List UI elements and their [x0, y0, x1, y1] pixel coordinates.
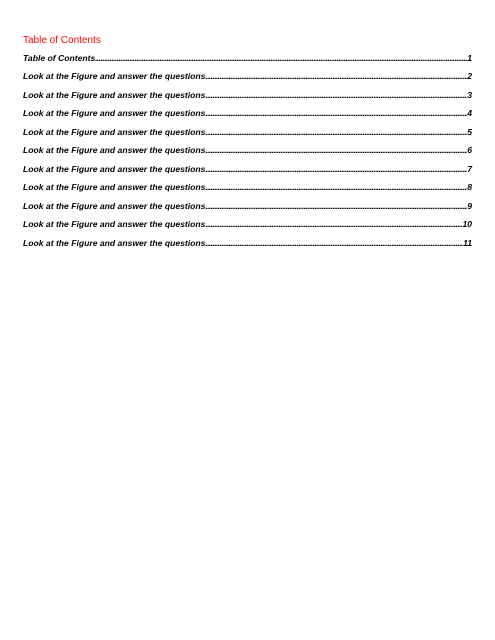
toc-entry-title: Look at the Figure and answer the questions: [23, 219, 206, 229]
toc-page-number: 10: [462, 219, 472, 229]
toc-entry[interactable]: [23, 145, 472, 164]
toc-dot-leader: [205, 238, 463, 248]
toc-page-number: 6: [467, 145, 472, 155]
toc-dot-leader: [205, 201, 467, 211]
toc-page-number: 3: [467, 89, 472, 100]
toc-page-number: 7: [467, 163, 472, 174]
toc-entry-title: Look at the Figure and answer the questions: [23, 145, 206, 155]
toc-entry-title: Look at the Figure and answer the questions: [23, 126, 206, 137]
toc-entry[interactable]: [23, 53, 472, 72]
toc-entry[interactable]: [23, 127, 472, 146]
toc-dot-leader: [205, 164, 467, 174]
toc-entry-title: Look at the Figure and answer the questions: [23, 108, 206, 118]
toc-dot-leader: [205, 71, 467, 81]
toc-list: [23, 53, 472, 257]
toc-entry-title: Look at the Figure and answer the questions: [23, 89, 206, 100]
toc-dot-leader: [205, 145, 467, 155]
toc-entry-title: Look at the Figure and answer the questions: [23, 71, 206, 81]
toc-entry[interactable]: [23, 90, 472, 109]
toc-page-number: 9: [467, 200, 472, 211]
toc-entry-title: Look at the Figure and answer the questions: [23, 163, 206, 174]
toc-page-number: 8: [467, 182, 472, 192]
toc-page-number: 5: [467, 126, 472, 137]
toc-entry[interactable]: [23, 238, 472, 257]
toc-entry[interactable]: [23, 201, 472, 220]
toc-entry-title: Look at the Figure and answer the questions: [23, 237, 206, 248]
toc-page-number: 2: [467, 71, 472, 81]
toc-page-number: 1: [467, 52, 472, 63]
toc-heading: Table of Contents: [23, 35, 101, 46]
toc-entry[interactable]: [23, 71, 472, 90]
toc-page-number: 11: [463, 237, 472, 248]
toc-entry[interactable]: [23, 108, 472, 127]
toc-entry[interactable]: [23, 219, 472, 238]
toc-entry-title: Look at the Figure and answer the questions: [23, 182, 206, 192]
toc-entry[interactable]: [23, 182, 472, 201]
toc-page-number: 4: [467, 108, 472, 118]
toc-entry-title: Table of Contents: [23, 52, 96, 63]
toc-dot-leader: [205, 90, 467, 100]
toc-dot-leader: [205, 127, 467, 137]
toc-dot-leader: [205, 182, 467, 192]
toc-entry[interactable]: [23, 164, 472, 183]
toc-entry-title: Look at the Figure and answer the questions: [23, 200, 206, 211]
toc-dot-leader: [95, 53, 467, 63]
toc-dot-leader: [205, 108, 467, 118]
toc-dot-leader: [205, 219, 462, 229]
